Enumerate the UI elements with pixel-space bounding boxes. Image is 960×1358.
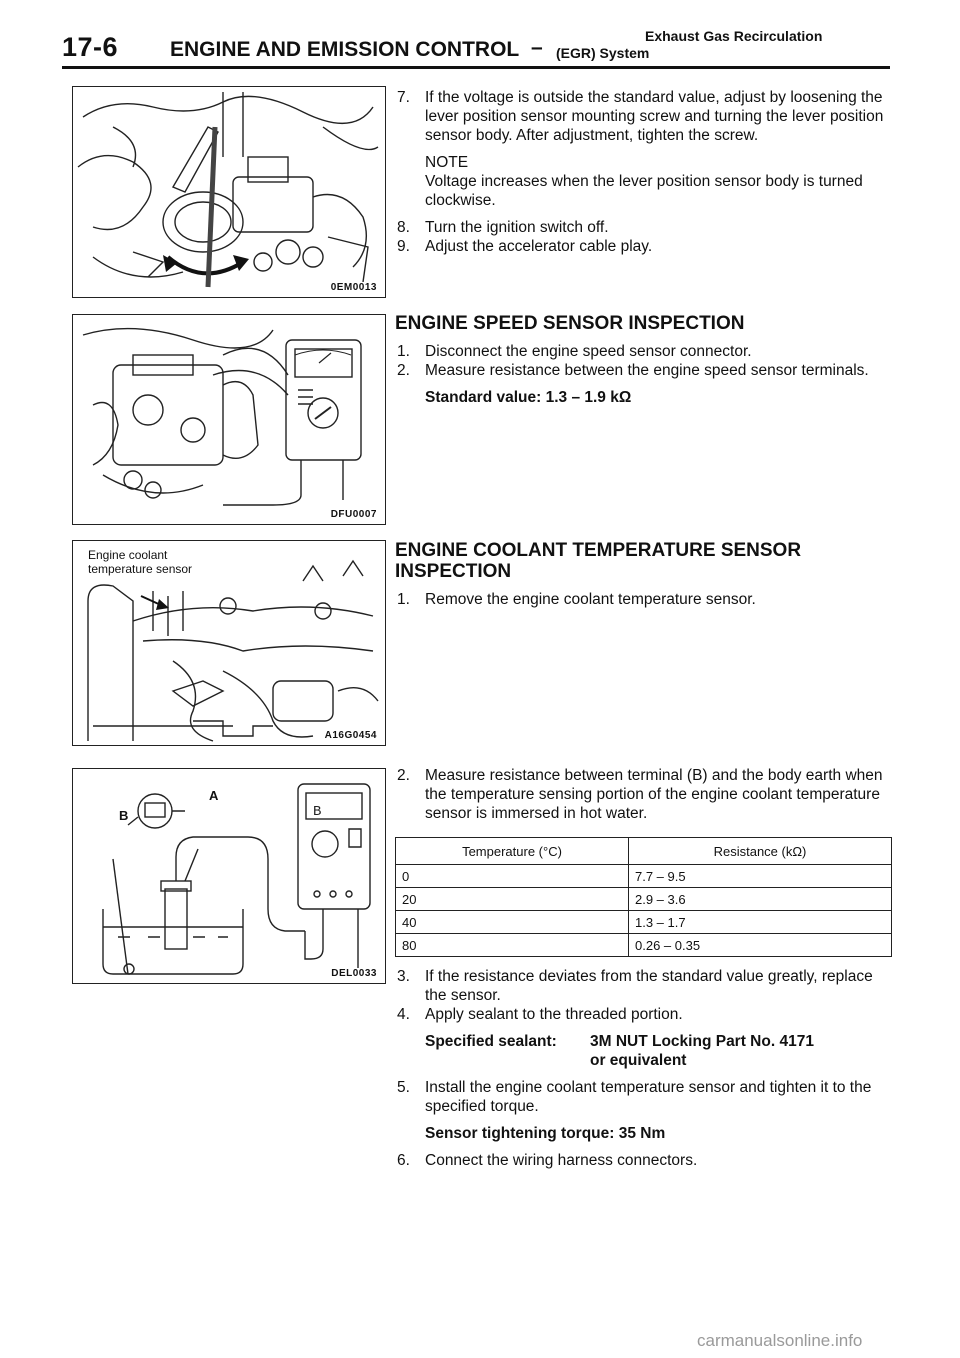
page-header (62, 28, 892, 64)
figure-code: DEL0033 (331, 968, 377, 979)
coolant-sensor-test-illustration (73, 769, 385, 983)
table-row: 20 2.9 – 3.6 (396, 888, 892, 911)
chapter-title: ENGINE AND EMISSION CONTROL (170, 38, 520, 61)
speed-step-1: 1. Disconnect the engine speed sensor connector. (397, 343, 752, 360)
figure-lever-position-sensor (72, 86, 386, 298)
coolant-title-line2: INSPECTION (395, 561, 512, 582)
speed-sensor-section (395, 313, 892, 407)
coolant-resistance-block (395, 766, 892, 1170)
figure-speed-sensor-check (72, 314, 386, 525)
figure-coolant-sensor-location (72, 540, 386, 746)
terminal-b-label: B (119, 808, 129, 823)
page-number: 17-6 (62, 32, 119, 62)
coolant-title-line1: ENGINE COOLANT TEMPERATURE SENSOR (395, 540, 802, 561)
col-temperature: Temperature (°C) (396, 838, 629, 865)
coolant-step-5: 5. Install the engine coolant temperature sensor and tighten it to the specified torque. (397, 1079, 872, 1115)
speed-sensor-title: ENGINE SPEED SENSOR INSPECTION (395, 313, 745, 334)
speed-step-2: 2. Measure resistance between the engine speed sensor terminals. (397, 362, 869, 379)
col-resistance: Resistance (kΩ) (629, 838, 892, 865)
speed-standard-value: Standard value: 1.3 – 1.9 kΩ (425, 389, 632, 406)
note-title: NOTE (425, 154, 469, 171)
coolant-step-6: 6. Connect the wiring harness connectors. (397, 1152, 698, 1169)
lever-sensor-adjust-block (395, 88, 892, 256)
terminal-a-label: A (209, 788, 219, 803)
throttle-body-illustration (73, 87, 385, 297)
header-rule (62, 66, 890, 69)
figure-code: A16G0454 (324, 730, 377, 741)
table-row: 0 7.7 – 9.5 (396, 865, 892, 888)
tightening-torque: Sensor tightening torque: 35 Nm (425, 1125, 666, 1142)
specified-sealant: Specified sealant: 3M NUT Locking Part No. 4171 or equivalent (425, 1033, 814, 1069)
table-row: 80 0.26 – 0.35 (396, 934, 892, 957)
figure-code: DFU0007 (330, 509, 377, 520)
figure-label-line1: Engine coolant (88, 548, 168, 562)
coolant-step-1: 1. Remove the engine coolant temperature sensor. (397, 591, 756, 608)
figure-label-line2: temperature sensor (88, 562, 193, 576)
step-7: 7. If the voltage is outside the standard value, adjust by loosening the lever position sensor mounting screw and turning the lever position sensor body. After adjustment, tighten the screw. (397, 89, 884, 144)
watermark: carmanualsonline.info (697, 1331, 863, 1350)
step-8: 8. Turn the ignition switch off. (397, 219, 609, 236)
figure-code: 0EM0013 (330, 282, 377, 293)
title-dash: – (531, 36, 543, 59)
step-9: 9. Adjust the accelerator cable play. (397, 238, 653, 255)
table-row: 40 1.3 – 1.7 (396, 911, 892, 934)
resistance-table (395, 837, 892, 957)
coolant-step-4: 4. Apply sealant to the threaded portion. (397, 1006, 683, 1023)
coolant-step-3: 3. If the resistance deviates from the standard value greatly, replace the sensor. (397, 968, 873, 1004)
coolant-sensor-section (395, 540, 892, 609)
svg-text:B: B (313, 804, 322, 820)
note-text: Voltage increases when the lever position sensor body is turned clockwise. (425, 173, 863, 209)
speed-sensor-illustration (73, 315, 385, 524)
section-subtitle-line2: (EGR) System (556, 45, 650, 61)
table-header-row (396, 838, 892, 865)
section-subtitle-line1: Exhaust Gas Recirculation (645, 28, 823, 44)
coolant-step-2: 2. Measure resistance between terminal (B) and the body earth when the temperature sensing portion of the engine coolant temperature sensor is immersed in hot water. (397, 767, 883, 822)
figure-coolant-sensor-test (72, 768, 386, 984)
